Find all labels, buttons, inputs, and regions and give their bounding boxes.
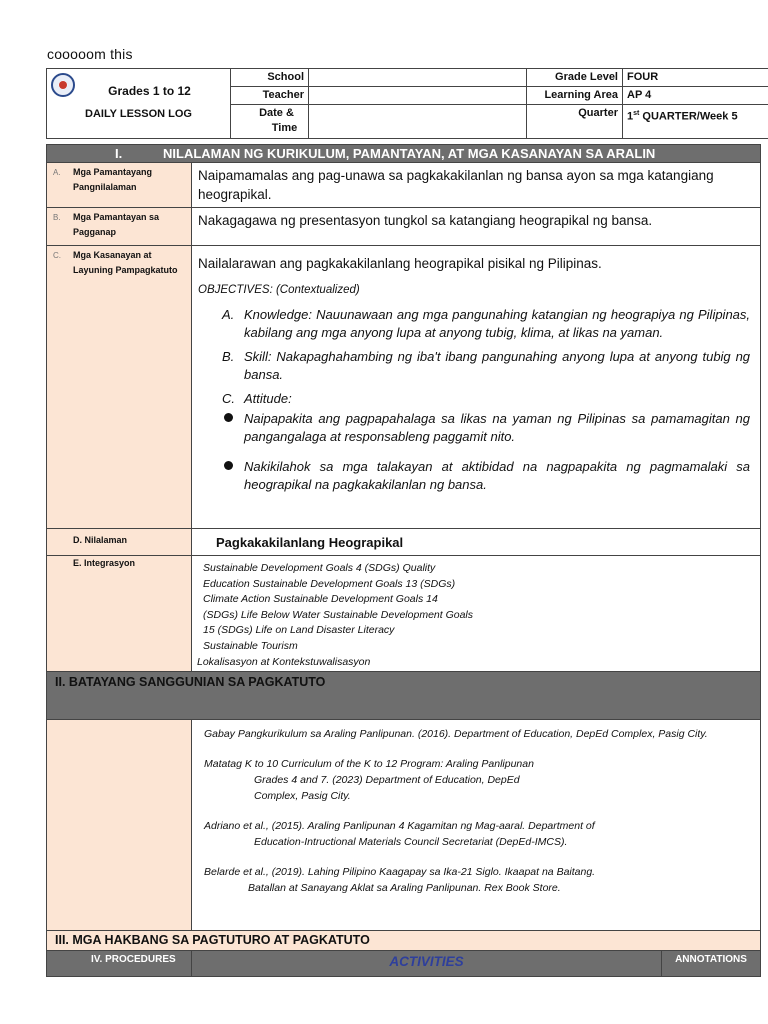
time-label: Time	[271, 122, 298, 134]
deped-seal-icon	[51, 73, 75, 97]
reference-2-line-1: Matatag K to 10 Curriculum of the K to 12 Program: Araling Panlipunan	[204, 758, 534, 770]
page-note: cooooom this	[47, 46, 133, 62]
attitude-bullet-2-text: Nakikilahok sa mga talakayan at aktibidad na nagpapakita ng pagmamalaki sa heograpikal na pagkakakilanlan ng bansa.	[244, 459, 751, 492]
performance-standard-text: Nakagagawa ng presentasyon tungkol sa katangiang heograpikal ng bansa.	[192, 208, 761, 246]
objectives-list	[198, 306, 750, 494]
procedures-header: IV. PROCEDURES	[47, 951, 192, 977]
lesson-log-table	[46, 144, 761, 977]
objective-a-marker: A.	[222, 307, 235, 322]
objectives-heading: OBJECTIVES: (Contextualized)	[198, 284, 360, 296]
objective-c-text: Attitude:	[244, 391, 292, 406]
objective-b-marker: B.	[222, 349, 235, 364]
school-field[interactable]	[309, 69, 527, 87]
date-label: Date &	[259, 107, 294, 119]
competencies-cell	[192, 246, 761, 529]
reference-3-line-2: Education-Intructional Materials Council Secretariat (DepEd-IMCS).	[254, 836, 568, 848]
objective-skill	[198, 348, 750, 384]
quarter-week: QUARTER/Week 5	[639, 110, 738, 123]
reference-2	[204, 756, 748, 804]
date-time-field[interactable]	[309, 105, 527, 139]
date-time-label	[231, 105, 309, 139]
integration-line: Education Sustainable Development Goals 13 (SDGs)	[203, 577, 456, 590]
row-d-label: D. Nilalaman	[47, 529, 192, 556]
quarter-label: Quarter	[527, 105, 623, 139]
school-label: School	[231, 69, 309, 87]
references-label-cell	[47, 720, 192, 931]
integration-line: Climate Action Sustainable Development Goals 14	[203, 593, 438, 606]
activities-header: ACTIVITIES	[192, 951, 662, 977]
attitude-bullet-2	[198, 458, 750, 494]
reference-4-line-1: Belarde et al., (2019). Lahing Pilipino Kaagapay sa Ika-21 Siglo. Ikaapat na Baitang.	[204, 866, 596, 878]
references-cell	[192, 720, 761, 931]
objective-attitude	[198, 390, 750, 408]
row-b-label	[47, 208, 192, 246]
reference-4-line-2: Batallan at Sanayang Aklat sa Araling Panlipunan. Rex Book Store.	[248, 882, 561, 894]
row-b-label-text: Mga Pamantayan sa Pagganap	[73, 212, 160, 237]
row-a-label-text: Mga Pamantayang Pangnilalaman	[73, 167, 153, 192]
integration-line: Sustainable Tourism	[203, 639, 298, 652]
row-b-letter: B.	[53, 213, 61, 222]
grade-level-label: Grade Level	[527, 69, 623, 87]
header-title-dll: DAILY LESSON LOG	[85, 108, 192, 120]
annotations-header: ANNOTATIONS	[662, 951, 761, 977]
grade-level-value[interactable]: FOUR	[623, 69, 768, 87]
learning-area-value[interactable]: AP 4	[623, 87, 768, 105]
content-standard-text: Naipamamalas ang pag-unawa sa pagkakakilanlan ng bansa ayon sa mga katangiang heograpikal.	[192, 163, 761, 208]
objective-knowledge	[198, 306, 750, 342]
section-1-number: I.	[115, 146, 123, 161]
reference-2-line-3: Complex, Pasig City.	[254, 790, 351, 802]
row-c-label	[47, 246, 192, 529]
teacher-field[interactable]	[309, 87, 527, 105]
integration-line: Sustainable Development Goals 4 (SDGs) Quality	[203, 562, 436, 574]
section-1-title: NILALAMAN NG KURIKULUM, PAMANTAYAN, AT MGA KASANAYAN SA ARALIN	[163, 146, 656, 161]
row-e-label: E. Integrasyon	[47, 556, 192, 672]
bullet-dot-icon	[224, 461, 233, 470]
bullet-dot-icon	[224, 413, 233, 422]
header-logo-cell	[47, 69, 231, 139]
integration-cell	[192, 556, 761, 672]
quarter-value[interactable]	[623, 105, 768, 139]
header-title-grades: Grades 1 to 12	[108, 84, 191, 98]
competency-text: Nailalarawan ang pagkakakilanlang heograpikal pisikal ng Pilipinas.	[198, 256, 602, 271]
reference-1: Gabay Pangkurikulum sa Araling Panlipunan. (2016). Department of Education, DepEd Complex, Pasig City.	[204, 728, 708, 740]
integration-line: (SDGs) Life Below Water Sustainable Development Goals	[203, 608, 474, 621]
reference-3	[204, 818, 748, 850]
row-c-letter: C.	[53, 251, 61, 260]
objective-a-text: Knowledge: Nauunawaan ang mga pangunahing katangian ng heograpiya ng Pilipinas, kabilang ang mga anyong lupa at anyong tubig, klima, at likas na yaman.	[244, 307, 751, 340]
learning-area-label: Learning Area	[527, 87, 623, 105]
row-c-label-text: Mga Kasanayan at Layuning Pampagkatuto	[73, 250, 178, 275]
objective-c-marker: C.	[222, 391, 235, 406]
quarter-number: 1	[627, 110, 634, 123]
teacher-label: Teacher	[231, 87, 309, 105]
integration-line: Lokalisasyon at Kontekstuwalisasyon	[197, 655, 371, 668]
integration-line: 15 (SDGs) Life on Land Disaster Literacy	[203, 624, 395, 637]
row-a-letter: A.	[53, 168, 61, 177]
attitude-bullet-1-text: Naipapakita ang pagpapahalaga sa likas na yaman ng Pilipinas sa pamamagitan ng pangangalaga at responsableng paggamit nito.	[244, 411, 751, 444]
content-topic: Pagkakakilanlang Heograpikal	[192, 529, 761, 556]
reference-4	[204, 864, 748, 896]
section-3-header: III. MGA HAKBANG SA PAGTUTURO AT PAGKATUTO	[47, 931, 761, 951]
reference-3-line-1: Adriano et al., (2015). Araling Panlipunan 4 Kagamitan ng Mag-aaral. Department of	[204, 820, 595, 832]
objective-b-text: Skill: Nakapaghahambing ng iba't ibang pangunahing anyong lupa at anyong tubig ng bansa.	[244, 349, 751, 382]
quarter-suffix: st	[633, 110, 640, 117]
row-a-label	[47, 163, 192, 208]
reference-2-line-2: Grades 4 and 7. (2023) Department of Education, DepEd	[254, 774, 520, 786]
section-1-header	[47, 145, 761, 163]
section-2-header: II. BATAYANG SANGGUNIAN SA PAGKATUTO	[47, 672, 761, 720]
attitude-bullet-1	[198, 410, 750, 446]
header-table	[46, 68, 768, 139]
